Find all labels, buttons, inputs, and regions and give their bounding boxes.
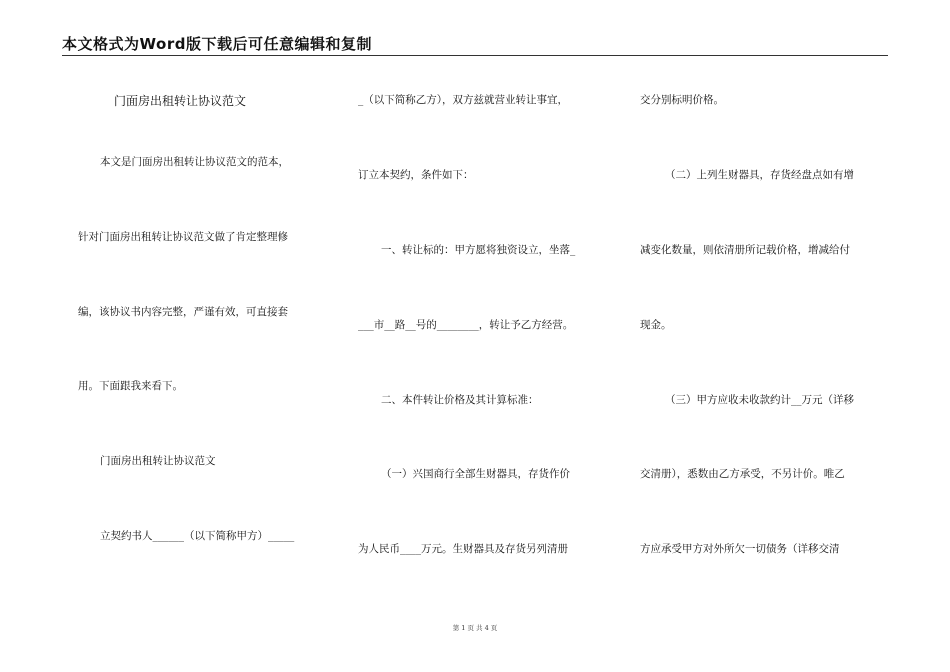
text-line: （三）甲方应收未收款约计__万元（详移: [665, 394, 854, 406]
text-line: 订立本契约，条件如下：: [358, 169, 474, 181]
text-line: 现金。: [640, 319, 672, 331]
text-line: 用。下面跟我来看下。: [78, 380, 183, 392]
text-line: 为人民币____万元。生财器具及存货另列清册: [358, 543, 568, 555]
text-line: 编，该协议书内容完整，严谨有效，可直接套: [78, 306, 288, 318]
text-line: _（以下简称乙方），双方兹就营业转让事宜，: [358, 94, 568, 106]
text-line: 减变化数量，则依清册所记载价格，增减给付: [640, 244, 850, 256]
text-line: ___市__路__号的________，转让予乙方经营。: [358, 319, 574, 331]
text-line: 针对门面房出租转让协议范文做了肯定整理修: [78, 231, 288, 243]
text-line: （二）上列生财器具，存货经盘点如有增: [665, 169, 854, 181]
text-line: 方应承受甲方对外所欠一切债务（详移交清: [640, 543, 840, 555]
text-line: 一、转让标的：甲方愿将独资设立，坐落_: [381, 244, 576, 256]
text-line: 立契约书人______（以下简称甲方）_____: [100, 530, 295, 542]
document-header-title: 本文格式为Word版下载后可任意编辑和复制: [62, 35, 372, 53]
text-line: 二、本件转让价格及其计算标准：: [381, 394, 539, 406]
text-line: 门面房出租转让协议范文: [100, 455, 216, 467]
header-divider: [62, 55, 888, 56]
text-line: （一）兴国商行全部生财器具，存货作价: [381, 468, 570, 480]
document-title: 门面房出租转让协议范文: [114, 94, 247, 108]
page-footer: 第 1 页 共 4 页: [452, 624, 498, 632]
text-line: 交分别标明价格。: [640, 94, 724, 106]
text-line: 本文是门面房出租转让协议范文的范本，: [100, 156, 289, 168]
text-line: 交清册），悉数由乙方承受，不另计价。唯乙: [640, 468, 845, 480]
